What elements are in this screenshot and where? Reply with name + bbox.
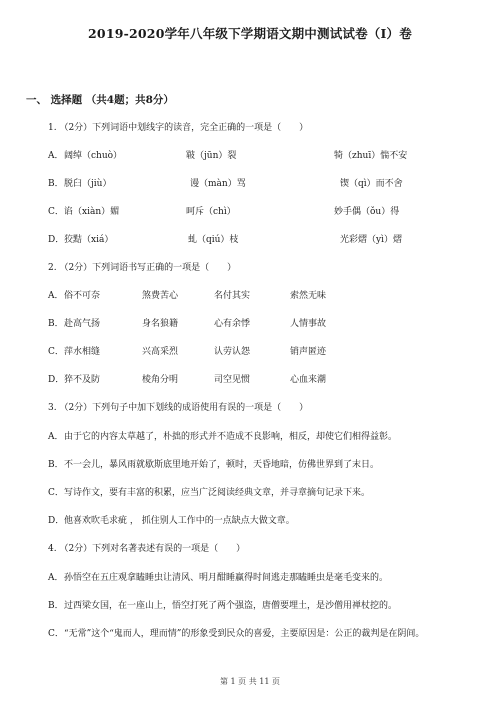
q4-option-b-text: 过西梁女国，在一座山上，悟空打死了两个强盗，唐僧要埋土，是沙僧用禅杖挖的。: [64, 601, 398, 611]
q2-option-d-word-1: 猝不及防: [64, 375, 101, 385]
q2-option-c-word-2: 兴高采烈: [142, 347, 179, 357]
q1-option-c-word-1: 谄（xiàn）媚: [64, 207, 120, 217]
q1-option-d-word-1: 狡黠（xiá）: [64, 235, 114, 245]
q1-option-b-word-2: 谩（màn）骂: [190, 179, 246, 189]
q1-option-a-word-3: 犄（zhuī）惴不安: [334, 151, 408, 161]
q1-option-a-word-1: 阔绰（chuò）: [64, 151, 123, 161]
q1-option-b-word-3: 锲（qì）而不舍: [340, 179, 403, 189]
q1-option-d-word-3: 光彩熠（yì）熠: [340, 235, 402, 245]
q2-option-d-word-2: 棱角分明: [142, 375, 179, 385]
q3-option-c-text: 写诗作文，要有丰富的积累，应当广泛阅读经典文章，并寻章摘句记录下来。: [64, 488, 371, 498]
q2-option-d-label: D．: [48, 375, 65, 385]
document-title: 2019-2020学年八年级下学期语文期中测试试卷（I）卷: [88, 26, 412, 41]
q4-option-c-text: “无常”这个“鬼而人，理而情”的形象受到民众的喜爱，主要原因是：公正的裁判是在阴间。: [64, 629, 425, 639]
q1-option-a-label: A．: [48, 151, 64, 161]
q2-option-c-word-4: 销声匿迹: [290, 347, 327, 357]
q3-option-d-label: D．: [48, 516, 65, 526]
q1-option-b-word-1: 脱臼（jiù）: [64, 179, 112, 189]
question-4-stem: 4. （2分）下列对名著表述有误的一项是（ ）: [48, 544, 246, 554]
q1-option-c-label: C．: [48, 207, 64, 217]
question-2-stem: 2. （2分）下列词语书写正确的一项是（ ）: [48, 263, 237, 273]
q2-option-a-word-4: 索然无味: [290, 291, 327, 301]
question-1-stem: 1. （2分）下列词语中划线字的读音，完全正确的一项是（ ）: [48, 123, 309, 133]
q1-option-b-label: B．: [48, 179, 64, 189]
q2-option-d-word-4: 心血来潮: [290, 375, 327, 385]
q2-option-b-word-2: 身名狼籍: [142, 319, 179, 329]
q3-option-a-label: A．: [48, 432, 64, 442]
q3-option-d-text: 他喜欢吹毛求疵 ， 抓住别人工作中的一点缺点大做文章。: [64, 516, 295, 526]
q2-option-a-word-3: 名付其实: [214, 291, 251, 301]
q4-option-a-label: A．: [48, 573, 64, 583]
q2-option-c-label: C．: [48, 347, 64, 357]
page-footer: 第 1 页 共 11 页: [220, 677, 280, 686]
q4-option-a-text: 孙悟空在五庄观拿瞌睡虫让清风、明月酣睡赢得时间逃走那瞌睡虫是毫毛变来的。: [64, 573, 389, 583]
q1-option-a-word-2: 皲（jūn）裂: [186, 151, 237, 161]
q2-option-b-word-4: 人情事故: [290, 319, 327, 329]
q2-option-a-label: A．: [48, 291, 64, 301]
q2-option-a-word-1: 俗不可奈: [64, 291, 101, 301]
q4-option-c-label: C．: [48, 629, 64, 639]
q2-option-c-word-1: 萍水相缝: [64, 347, 101, 357]
q2-option-d-word-3: 司空见惯: [214, 375, 251, 385]
q2-option-b-label: B．: [48, 319, 64, 329]
q1-option-c-word-2: 呵斥（chì）: [186, 207, 236, 217]
q2-option-b-word-1: 赴高气扬: [64, 319, 101, 329]
q3-option-b-text: 不一会儿，暴风雨就歇斯底里地开始了，顿时，天昏地暗，仿佛世界到了末日。: [64, 460, 380, 470]
q1-option-d-word-2: 虬（qiú）枝: [188, 235, 239, 245]
q2-option-a-word-2: 煞费苦心: [142, 291, 179, 301]
q3-option-b-label: B．: [48, 460, 64, 470]
section-heading: 一、 选择题 （共4题；共8分）: [26, 94, 174, 106]
q4-option-b-label: B．: [48, 601, 64, 611]
q1-option-c-word-3: 妙手偶（ǒu）得: [334, 207, 400, 217]
q2-option-b-word-3: 心有余悸: [214, 319, 251, 329]
q2-option-c-word-3: 认劳认怨: [214, 347, 251, 357]
question-3-stem: 3. （2分）下列句子中加下划线的成语使用有误的一项是（ ）: [48, 403, 309, 413]
q1-option-d-label: D．: [48, 235, 65, 245]
q3-option-c-label: C．: [48, 488, 64, 498]
q3-option-a-text: 由于它的内容太草越了，朴拙的形式并不造成不良影响，相反，却使它们相得益彰。: [64, 432, 398, 442]
